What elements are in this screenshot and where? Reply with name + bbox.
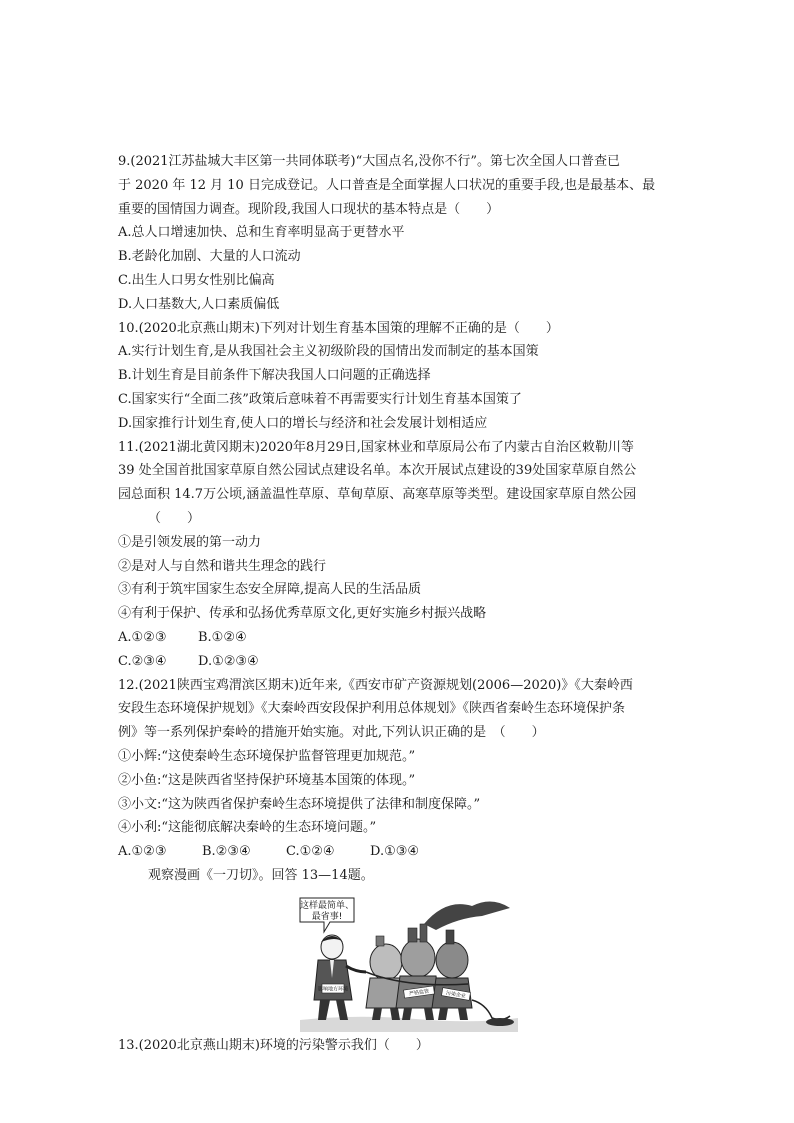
question-11-option-a: A.①②③ [118,629,167,645]
question-11-stem-line-4: （ ） [148,510,201,526]
question-9-option-c: C.出生人口男女性别比偏高 [118,272,275,288]
speech-bubble-line-1: 这样最简单、 [299,900,355,911]
question-9-option-d: D.人口基数大,人口素质偏低 [118,296,280,312]
question-9-stem-line-3: 重要的国情国力调查。现阶段,我国人口现状的基本特点是（ ） [118,201,500,217]
question-10-option-d: D.国家推行计划生育,使人口的增长与经济和社会发展计划相适应 [118,415,488,431]
question-12-option-c: C.①②④ [286,844,335,860]
speech-bubble [300,898,354,932]
question-11-item-4: ④有利于保护、传承和弘扬优秀草原文化,更好实施乡村振兴战略 [118,606,487,622]
question-10-stem: 10.(2020北京燕山期末)下列对计划生育基本国策的理解不正确的是（ ） [118,320,559,336]
question-12-item-2: ②小鱼:“这是陕西省坚持保护环境基本国策的体现。” [118,772,416,788]
question-12-item-4: ④小利:“这能彻底解决秦岭的生态环境问题。” [118,820,377,836]
polluted-puddle [486,1018,514,1026]
question-content [118,150,678,1058]
question-9-stem-line-1: 9.(2021江苏盐城大丰区第一共同体联考)“大国点名,没你不行”。第七次全国人口普查已 [118,154,621,169]
question-12-options-row [118,840,678,864]
question-11-option-d: D.①②③④ [198,653,259,669]
question-12-option-b: B.②③④ [202,844,251,860]
question-11-stem-line-3: 园总面积 14.7万公顷,涵盖温性草原、草甸草原、高寒草原等类型。建设国家草原自然公园 [118,487,637,503]
smoke-cloud [424,901,510,930]
question-11 [118,436,678,674]
question-11-item-3: ③有利于筑牢国家生态安全屏障,提高人民的生活品质 [118,582,422,598]
speech-bubble-line-2: 最省事! [311,911,343,922]
question-12-item-3: ③小文:“这为陕西省保护秦岭生态环境提供了法律和制度保障。” [118,796,481,812]
sash-middle-text: 严格监管 [408,988,430,998]
question-12 [118,674,678,864]
question-12-option-d: D.①③④ [370,844,420,860]
question-10-option-a: A.实行计划生育,是从我国社会主义初级阶段的国情出发而制定的基本国策 [118,344,539,360]
question-11-item-1: ①是引领发展的第一动力 [118,534,262,550]
cartoon-illustration [296,892,522,1032]
cartoon-figure [118,892,678,1032]
polluted-discharge [472,1000,510,1020]
question-13-stem: 13.(2020北京燕山期末)环境的污染警示我们（ ） [118,1037,429,1053]
question-11-options-row-2 [118,650,678,674]
question-11-stem-line-2: 39 处全国首批国家草原自然公园试点建设名单。本次开展试点建设的39处国家草原自然公 [118,463,637,479]
question-9-option-a: A.总人口增速加快、总和生育率明显高于更替水平 [118,225,405,241]
question-12-item-1: ①小辉:“这使秦岭生态环境保护监督管理更加规范。” [118,748,416,764]
sash-right-text: 污染企业 [445,989,467,1000]
question-12-option-a: A.①②③ [118,844,167,860]
question-10-option-b: B.计划生育是目前条件下解决我国人口问题的正确选择 [118,368,431,384]
question-11-options-row-1 [118,626,678,650]
official-figure [314,935,366,1020]
question-10-option-c: C.国家实行“全面二孩”政策后意味着不再需要实行计划生育基本国策了 [118,391,522,407]
question-12-stem-line-2: 安段生态环境保护规划》《大秦岭西安段保护利用总体规划》《陕西省秦岭生态环境保护条 [118,701,626,717]
question-11-item-2: ②是对人与自然和谐共生理念的践行 [118,558,327,574]
question-9-stem-line-2: 于 2020 年 12 月 10 日完成登记。人口普查是全面掌握人口状况的重要手段,也是最基本、最 [118,177,656,193]
factory-figure-right [432,930,472,1020]
question-10 [118,317,678,436]
official-badge-text: 影响地方环境 [317,986,349,993]
question-12-stem-line-1: 12.(2021陕西宝鸡渭滨区期末)近年来,《西安市矿产资源规划(2006—2020)》《大秦岭西 [118,677,633,693]
question-11-stem-line-1: 11.(2021湖北黄冈期末)2020年8月29日,国家林业和草原局公布了内蒙古自治区敕勒川等 [118,439,634,455]
cartoon-intro: 观察漫画《一刀切》。回答 13—14题。 [148,867,374,883]
question-9 [118,150,678,317]
question-12-stem-line-3: 例》等一系列保护秦岭的措施开始实施。对此,下列认识正确的是 （ ） [118,725,545,741]
question-11-option-b: B.①②④ [198,629,247,645]
question-9-option-b: B.老龄化加剧、大量的人口流动 [118,249,301,265]
question-11-option-c: C.②③④ [118,653,167,669]
question-13 [118,1034,678,1058]
